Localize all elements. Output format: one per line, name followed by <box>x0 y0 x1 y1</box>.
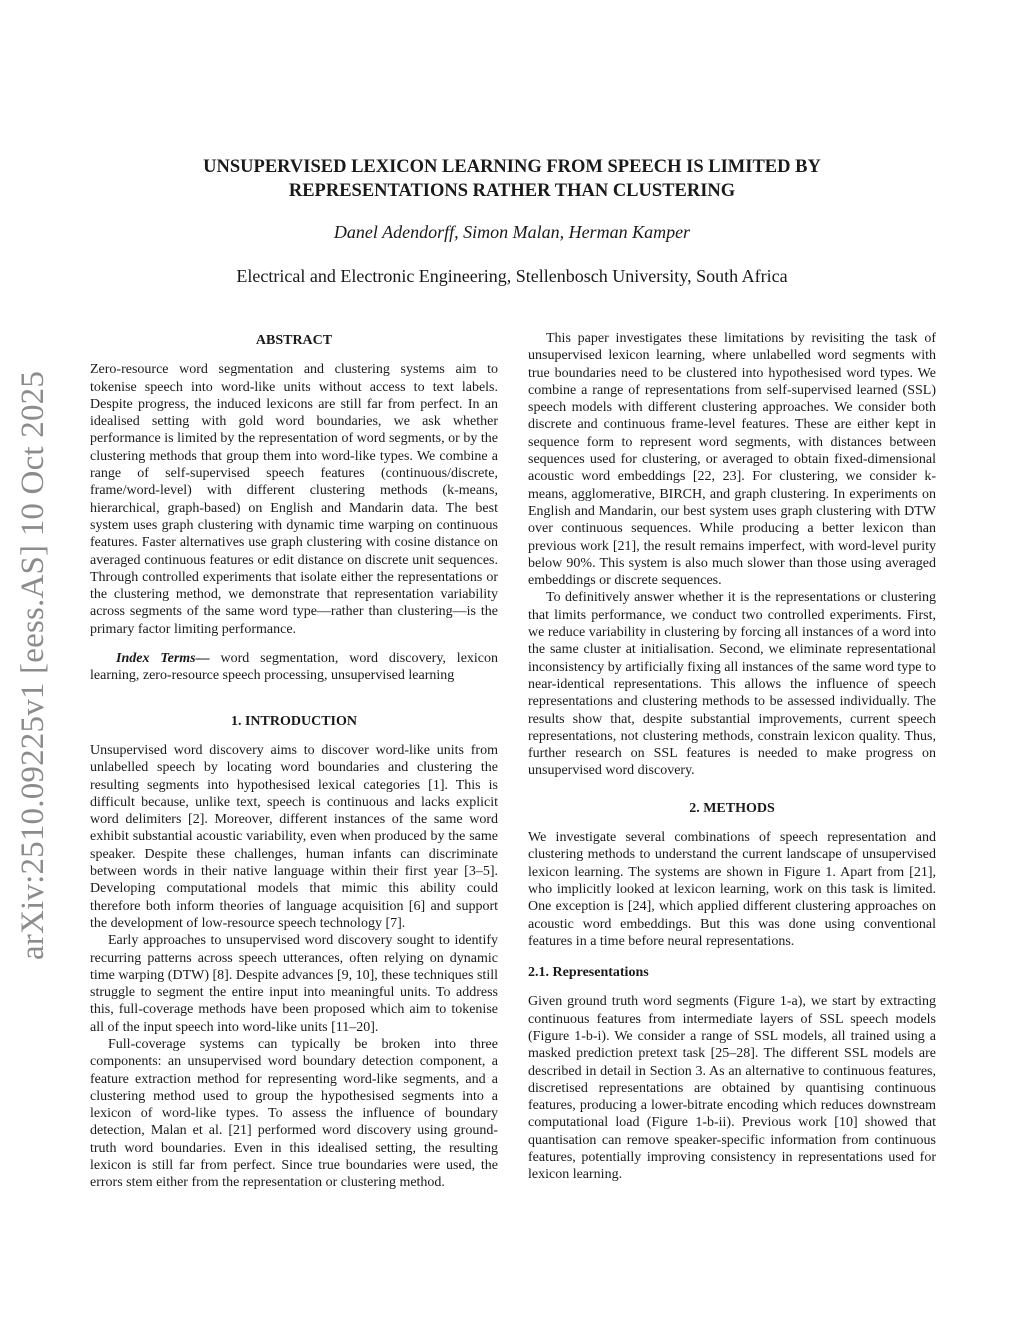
left-column <box>90 330 498 1192</box>
index-terms-text: word segmentation, word discovery, lexicon learning, zero-resource speech processing, unsupervised learning <box>90 651 499 684</box>
index-terms <box>90 650 498 685</box>
introduction-paragraph-5: To definitively answer whether it is the representations or clustering that limits performance, we conduct two controlled experiments. First, we reduce variability in clustering by forcing all instances of a word into the same cluster at initialisation. Second, we eliminate representational inconsistency by artificially fixing all instances of the same word type to near-identical representations. This allows the influence of speech representations and clustering methods to be assessed individually. The results show that, despite substantial improvements, current speech representations, not clustering methods, constrain lexicon quality. Thus, further research on SSL features is needed to make progress on unsupervised word discovery. <box>528 590 936 779</box>
introduction-paragraph-1: Unsupervised word discovery aims to discover word-like units from unlabelled speech by locating word boundaries and clustering the resulting segments into hypothesised lexical categories [1]. This is difficult because, unlike text, speech is continuous and lacks explicit word delimiters [2]. Moreover, different instances of the same word exhibit substantial acoustic variability, even when produced by the same speaker. Despite these challenges, human infants can discriminate between words in their native language within their first year [3–5]. Developing computational models that mimic this ability could therefore both inform theories of language acquisition [6] and support the development of low-resource speech technology [7]. <box>90 742 498 931</box>
index-terms-label: Index Terms— <box>116 651 210 667</box>
introduction-paragraph-2: Early approaches to unsupervised word discovery sought to identify recurring patterns across speech utterances, often relying on dynamic time warping (DTW) [8]. Despite advances [9, 10], these techniques still struggle to segment the entire input into meaningful units. To address this, full-coverage methods have been proposed which aim to tokenise all of the input speech into word-like units [11–20]. <box>90 933 498 1035</box>
introduction-paragraph-4: This paper investigates these limitations by revisiting the task of unsupervised lexicon learning, where unlabelled word segments with true boundaries need to be clustered into hypothesised word types. We combine a range of representations from self-supervised learned (SSL) speech models with different clustering approaches. We consider both discrete and continuous frame-level features. These are either kept in sequence form to represent word segments, with distances between sequences used for clustering, or averaged to obtain fixed-dimensional acoustic word embeddings [22, 23]. For clustering, we consider k-means, agglomerative, BIRCH, and graph clustering. In experiments on English and Mandarin, our best system uses graph clustering with DTW over continuous sequences. While producing a better lexicon than previous work [21], the result remains imperfect, with word-level purity below 90%. This system is also much slower than those using averaged embeddings or discrete sequences. <box>528 331 936 589</box>
arxiv-identifier-text: arXiv:2510.09225v1 [eess.AS] 10 Oct 2025 <box>15 370 52 960</box>
methods-paragraph-1: We investigate several combinations of speech representation and clustering methods to understand the current landscape of unsupervised lexicon learning. The systems are shown in Figure 1. Apart from [21], who implicitly looked at lexicon learning, work on this task is limited. One exception is [24], which applied different clustering approaches on acoustic word embeddings. But this was done using conventional features in a time before neural representations. <box>528 830 936 949</box>
paper-title-line-1: UNSUPERVISED LEXICON LEARNING FROM SPEECH IS LIMITED BY <box>203 157 821 177</box>
paper-title-line-2: REPRESENTATIONS RATHER THAN CLUSTERING <box>288 181 736 201</box>
methods-heading: 2. METHODS <box>689 800 775 816</box>
abstract-text: Zero-resource word segmentation and clustering systems aim to tokenise speech into word-like units without access to text labels. Despite progress, the induced lexicons are still far from perfect. In an idealised setting with gold word boundaries, we ask whether performance is limited by the representation of word segments, or by the clustering methods that group them into word-like types. We combine a range of self-supervised speech features (continuous/discrete, frame/word-level) with different clustering methods (k-means, hierarchical, graph-based) on English and Mandarin data. The best system uses graph clustering with dynamic time warping on continuous features. Faster alternatives use graph clustering with cosine distance on averaged continuous features or edit distance on discrete unit sequences. Through controlled experiments that isolate either the representations or the clustering method, we demonstrate that representation variability across segments of the same word type—rather than clustering—is the primary factor limiting performance. <box>90 362 498 637</box>
methods-paragraph-2: Given ground truth word segments (Figure 1-a), we start by extracting continuous features from intermediate layers of SSL speech models (Figure 1-b-i). We consider a range of SSL models, all trained using a masked prediction pretext task [25–28]. The different SSL models are described in detail in Section 3. As an alternative to continuous features, discretised representations are obtained by quantising continuous features, producing a lower-bitrate encoding which reduces downstream computational load (Figure 1-b-ii). Previous work [10] showed that quantisation can remove speaker-specific information from continuous features, potentially improving consistency in representations used for lexicon learning. <box>528 994 936 1183</box>
abstract-heading: ABSTRACT <box>255 333 333 348</box>
paper-authors: Danel Adendorff, Simon Malan, Herman Kamper <box>333 222 691 242</box>
right-column <box>528 330 936 1184</box>
paper-affiliation: Electrical and Electronic Engineering, Stellenbosch University, South Africa <box>236 266 788 286</box>
representations-subheading: 2.1. Representations <box>528 965 649 981</box>
introduction-paragraph-3: Full-coverage systems can typically be broken into three components: an unsupervised word boundary detection component, a feature extraction method for representing word-like segments, and a clustering method used to group the hypothesised segments into a lexicon of word-like types. To assess the influence of boundary detection, Malan et al. [21] performed word discovery using ground-truth word boundaries. Even in this idealised setting, the resulting lexicon is still far from perfect. Since true boundaries were used, the errors stem either from the representation or clustering method. <box>90 1036 498 1191</box>
arxiv-identifier <box>12 360 56 970</box>
introduction-heading: 1. INTRODUCTION <box>230 713 357 729</box>
paper-title <box>110 155 914 203</box>
